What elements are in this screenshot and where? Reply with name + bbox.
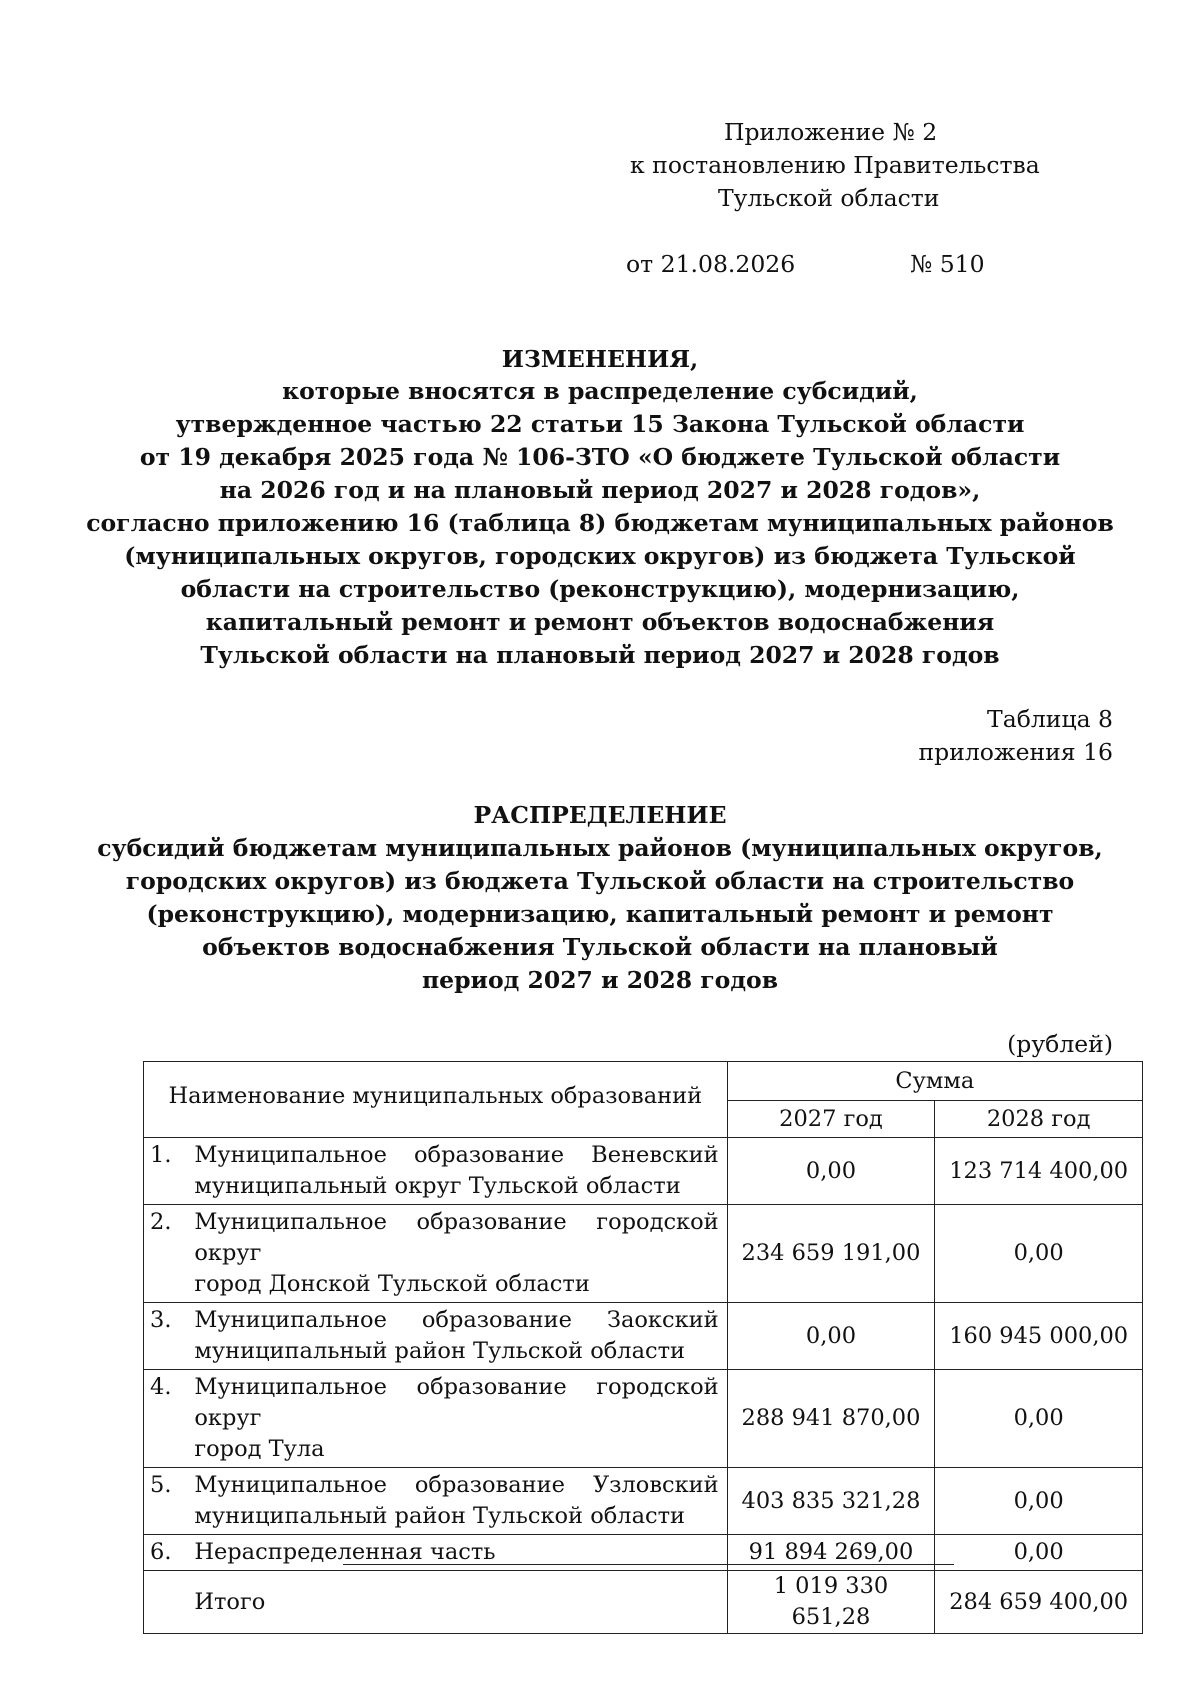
row-value-2027: 403 835 321,28 [727, 1468, 935, 1535]
appendix-line-2: к постановлению Правительства [630, 151, 1040, 179]
row-name-line: город Тула [194, 1436, 325, 1462]
changes-heading: ИЗМЕНЕНИЯ, [501, 345, 699, 373]
header-name-cell: Наименование муниципальных образований [144, 1062, 728, 1138]
row-value-2027: 0,00 [727, 1303, 935, 1370]
row-value-2027: 91 894 269,00 [727, 1535, 935, 1571]
row-value-2028: 0,00 [935, 1205, 1143, 1303]
table-row-unallocated [144, 1535, 1143, 1571]
header-year-2027: 2027 год [727, 1101, 935, 1138]
row-name [188, 1370, 727, 1468]
total-value-2027: 1 019 330 651,28 [727, 1571, 935, 1634]
table-row [144, 1205, 1143, 1303]
distribution-table [143, 1061, 1143, 1634]
distribution-line: субсидий бюджетам муниципальных районов (муниципальных округов, [97, 834, 1103, 862]
table-ref-line-1: Таблица 8 [987, 705, 1113, 733]
row-value-2028: 0,00 [935, 1370, 1143, 1468]
row-name-line: муниципальный район Тульской области [194, 1503, 686, 1529]
table-header-row [144, 1062, 1143, 1101]
row-name-line: муниципальный округ Тульской области [194, 1173, 681, 1199]
row-name-line: Муниципальное образование городской округ [194, 1209, 719, 1266]
changes-line: области на строительство (реконструкцию), модернизацию, [180, 575, 1020, 603]
row-value-2027: 288 941 870,00 [727, 1370, 935, 1468]
row-name [188, 1303, 727, 1370]
row-number: 1. [144, 1138, 189, 1205]
distribution-line: объектов водоснабжения Тульской области на плановый [202, 933, 998, 961]
row-value-2028: 0,00 [935, 1468, 1143, 1535]
table-ref-line-2: приложения 16 [918, 738, 1113, 766]
header-year-2028: 2028 год [935, 1101, 1143, 1138]
appendix-date: от 21.08.2026 [626, 250, 796, 278]
changes-line: (муниципальных округов, городских округов) из бюджета Тульской [124, 542, 1076, 570]
row-name-line: Муниципальное образование Заокский [194, 1307, 719, 1333]
row-number: 2. [144, 1205, 189, 1303]
table-row [144, 1370, 1143, 1468]
row-value-2027: 234 659 191,00 [727, 1205, 935, 1303]
total-label: Итого [188, 1571, 727, 1634]
row-name-line: муниципальный район Тульской области [194, 1338, 686, 1364]
distribution-line: городских округов) из бюджета Тульской области на строительство [125, 867, 1075, 895]
row-name-line: Муниципальное образование Веневский [194, 1142, 719, 1168]
row-name-line: город Донской Тульской области [194, 1271, 590, 1297]
appendix-line-1: Приложение № 2 [724, 118, 938, 146]
changes-line: Тульской области на плановый период 2027 и 2028 годов [200, 641, 1000, 669]
row-value-2028: 0,00 [935, 1535, 1143, 1571]
row-name-line: Муниципальное образование городской округ [194, 1374, 719, 1431]
changes-line: которые вносятся в распределение субсидий, [282, 377, 918, 405]
header-sum-cell: Сумма [727, 1062, 1142, 1101]
footer-divider [343, 1564, 954, 1565]
total-value-2028: 284 659 400,00 [935, 1571, 1143, 1634]
table-row [144, 1138, 1143, 1205]
row-value-2028: 160 945 000,00 [935, 1303, 1143, 1370]
changes-line: утвержденное частью 22 статьи 15 Закона Тульской области [175, 410, 1025, 438]
row-name: Нераспределенная часть [188, 1535, 727, 1571]
row-name [188, 1468, 727, 1535]
changes-line: от 19 декабря 2025 года № 106-ЗТО «О бюджете Тульской области [139, 443, 1061, 471]
changes-line: согласно приложению 16 (таблица 8) бюджетам муниципальных районов [86, 509, 1114, 537]
distribution-line: период 2027 и 2028 годов [421, 966, 779, 994]
appendix-number: № 510 [910, 250, 985, 278]
units-label: (рублей) [1007, 1030, 1113, 1058]
row-number: 6. [144, 1535, 189, 1571]
distribution-heading: РАСПРЕДЕЛЕНИЕ [473, 801, 727, 829]
table-row-total [144, 1571, 1143, 1634]
row-number: 4. [144, 1370, 189, 1468]
row-name [188, 1138, 727, 1205]
row-number [144, 1571, 189, 1634]
distribution-line: (реконструкцию), модернизацию, капитальный ремонт и ремонт [146, 900, 1054, 928]
table-row [144, 1468, 1143, 1535]
changes-line: на 2026 год и на плановый период 2027 и 2028 годов», [219, 476, 981, 504]
row-number: 5. [144, 1468, 189, 1535]
row-name [188, 1205, 727, 1303]
row-name-line: Муниципальное образование Узловский [194, 1472, 719, 1498]
row-value-2027: 0,00 [727, 1138, 935, 1205]
appendix-line-3: Тульской области [718, 184, 940, 212]
row-number: 3. [144, 1303, 189, 1370]
row-value-2028: 123 714 400,00 [935, 1138, 1143, 1205]
table-row [144, 1303, 1143, 1370]
changes-line: капитальный ремонт и ремонт объектов водоснабжения [205, 608, 995, 636]
